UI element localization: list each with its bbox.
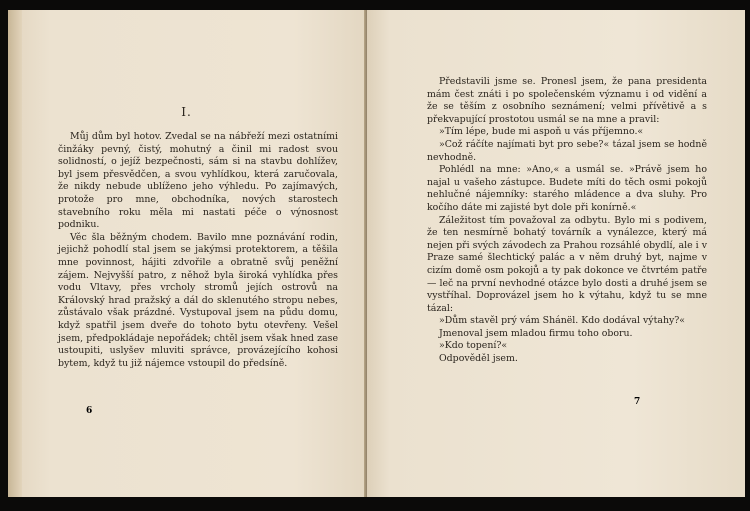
paragraph: Pohlédl na mne: »Ano,« a usmál se. »Právě jsem ho najal u vašeho zástupce. Budete míti do těch osmi pokojů nehlučné nájemníky: starého mládence a dva sluhy. Pro kočího dáte mi zajisté byt dole při konírně.«	[427, 164, 707, 213]
paragraph: »Tím lépe, bude mi aspoň u vás příjemno.«	[439, 126, 644, 138]
book-edge	[8, 10, 22, 497]
page-number-right: 7	[634, 397, 641, 407]
chapter-heading: I.	[181, 105, 192, 119]
paragraph: »Což ráčíte najímati byt pro sebe?« tázal jsem se hodně nevhodně.	[427, 138, 707, 163]
right-page	[367, 10, 745, 497]
page-number-left: 6	[86, 406, 93, 416]
left-page	[8, 10, 366, 497]
paragraph: Záležitost tím považoval za odbytu. Bylo mi s podivem, že ten nesmírně bohatý továrník a vynálezce, který má nejen při svých závodech za Prahou rozsáhlé obydlí, ale i v Praze samé šlechtický palác a v něm druhý byt, najme v cizím domě osm pokojů a ty pak dokonce ve čtvrtém patře — leč na první nevhodné otázce bylo dosti a druhé jsem se vystříhal. Doprovázel jsem ho k výtahu, když tu se mne tázal:	[427, 214, 707, 314]
paragraph: Jmenoval jsem mladou firmu toho oboru.	[439, 327, 633, 339]
paragraph: Můj dům byl hotov. Zvedal se na nábřeží mezi ostatními činžáky pevný, čistý, mohutný a činil mi radost svou solidností, o jejíž bezpečnosti, sám si na stavbu dohlížev, byl jsem přesvědčen, a svou vyhlídkou, která zaručovala, že nikdy nebude ublíženo jeho výhledu. Po zajímavých, protože pro mne, obchodníka, nových starostech stavebního roku měla mi nastati péče o výnosnost podniku.	[58, 131, 338, 231]
paragraph: Představili jsme se. Pronesl jsem, že pana presidenta mám čest znáti i po společenském významu i od vidění a že se těším z osobního seznámení; velmi přívětivě a s překvapující prostotou usmál se na mne a pravil:	[427, 76, 707, 125]
right-page-text	[427, 76, 707, 366]
paragraph: Věc šla běžným chodem. Bavilo mne poznávání rodin, jejichž pohodlí stal jsem se jakýmsi protektorem, a těšila mne povinnost, hájiti zdvořile a obratně svůj peněžní zájem. Nejvyšší patro, z něhož byla široká vyhlídka přes vodu Vltavy, přes vrcholy stromů jejích ostrovů na Královský hrad pražský a dál do sklenutého stropu nebes, zůstávalo však prázdné. Vystupoval jsem na půdu domu, když spatřil jsem dveře do tohoto bytu otevřeny. Vešel jsem, předpokládaje nepořádek; chtěl jsem však hned zase ustoupiti, uslyšev mluviti správce, provázejícího kohosi bytem, když tu již nájemce vstoupil do předsíně.	[58, 231, 338, 369]
left-page-text	[58, 131, 338, 370]
paragraph: »Kdo topení?«	[439, 340, 508, 352]
paragraph: Odpověděl jsem.	[439, 353, 518, 365]
paragraph: »Dům stavěl prý vám Shánël. Kdo dodával výtahy?«	[439, 315, 686, 327]
